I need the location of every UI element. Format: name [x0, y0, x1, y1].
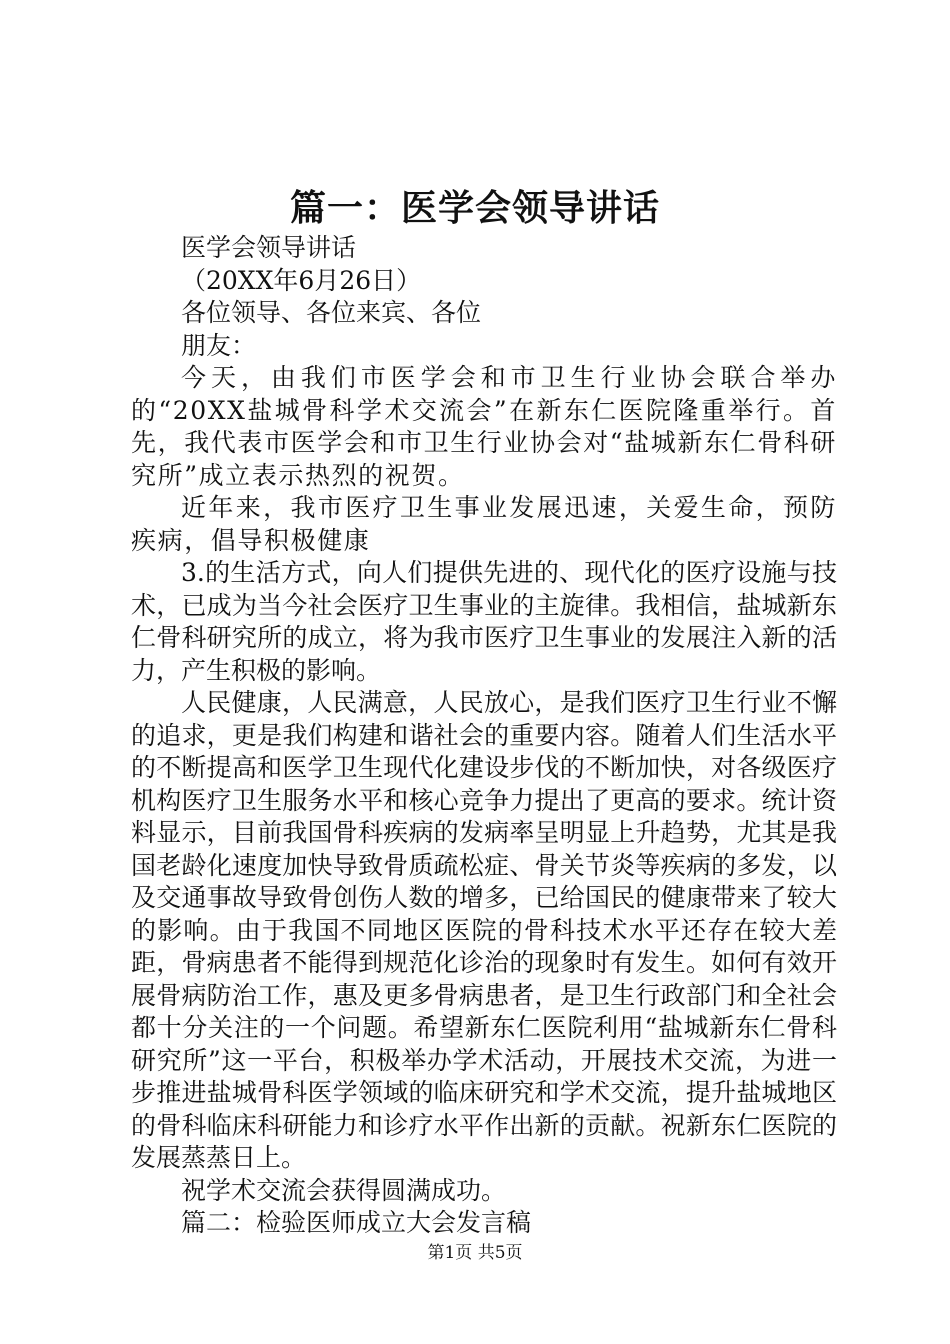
paragraph-date: （20XX年6月26日）	[181, 265, 422, 295]
paragraph-recent-years: 近年来，我市医疗卫生事业发展迅速，关爱生命，预防疾病，倡导积极健康	[131, 493, 837, 555]
paragraph-greeting: 各位领导、各位来宾、各位	[181, 298, 482, 327]
page-footer: 第1页 共5页	[427, 1243, 523, 1263]
document-title: 篇一：医学会领导讲话	[289, 187, 660, 229]
paragraph-subtitle: 医学会领导讲话	[181, 233, 357, 262]
paragraph-opening: 今天，由我们市医学会和市卫生行业协会联合举办的“20XX盐城骨科学术交流会”在新东仁医院隆重举行。首先，我代表市医学会和市卫生行业协会对“盐城新东仁骨科研究所”成立表示热烈的祝贺。	[131, 363, 837, 490]
document-body	[131, 232, 837, 1240]
paragraph-health: 人民健康，人民满意，人民放心，是我们医疗卫生行业不懈的追求，更是我们构建和谐社会的重要内容。随着人们生活水平的不断提高和医学卫生现代化建设步伐的不断加快，对各级医疗机构医疗卫生服务水平和核心竞争力提出了更高的要求。统计资料显示，目前我国骨科疾病的发病率呈明显上升趋势，尤其是我国老龄化速度加快导致骨质疏松症、骨关节炎等疾病的多发，以及交通事故导致骨创伤人数的增多，已给国民的健康带来了较大的影响。由于我国不同地区医院的骨科技术水平还存在较大差距，骨病患者不能得到规范化诊治的现象时有发生。如何有效开展骨病防治工作，惠及更多骨病患者，是卫生行政部门和全社会都十分关注的一个问题。希望新东仁医院利用“盐城新东仁骨科研究所”这一平台，积极举办学术活动，开展技术交流，为进一步推进盐城骨科医学领域的临床研究和学术交流，提升盐城地区的骨科临床科研能力和诊疗水平作出新的贡献。祝新东仁医院的发展蒸蒸日上。	[131, 688, 837, 1172]
paragraph-next-section: 篇二：检验医师成立大会发言稿	[181, 1208, 532, 1237]
paragraph-lifestyle: 3.的生活方式，向人们提供先进的、现代化的医疗设施与技术，已成为当今社会医疗卫生事业的主旋律。我相信，盐城新东仁骨科研究所的成立，将为我市医疗卫生事业的发展注入新的活力，产生积极的影响。	[131, 558, 837, 685]
paragraph-closing: 祝学术交流会获得圆满成功。	[181, 1175, 507, 1205]
paragraph-greeting-cont: 朋友：	[181, 330, 257, 360]
